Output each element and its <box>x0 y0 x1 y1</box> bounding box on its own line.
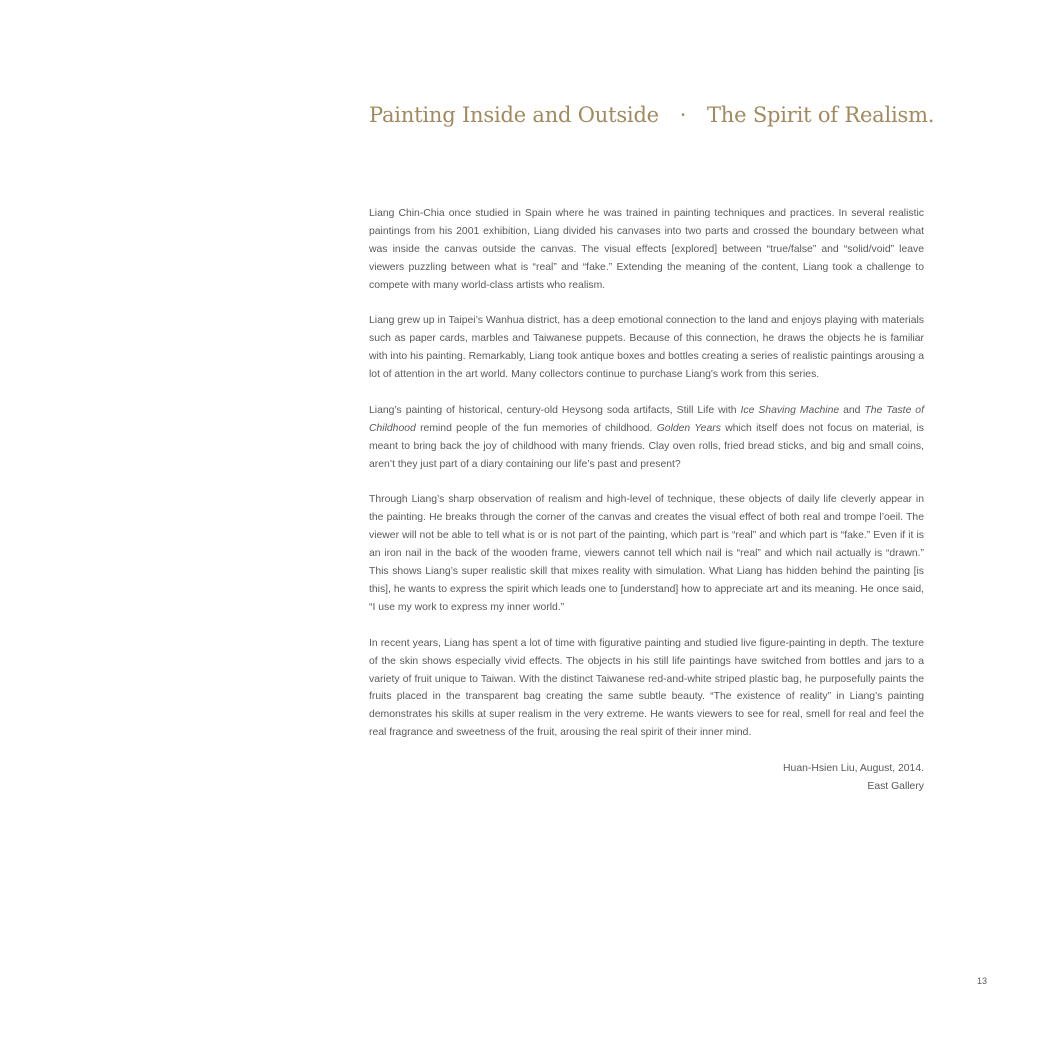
paragraph-3-text-2: and <box>839 404 865 416</box>
author-date: Huan-Hsien Liu, August, 2014. <box>783 763 924 775</box>
paragraph-3-text-3: remind people of the fun memories of childhood. <box>415 422 657 434</box>
paragraph-3 <box>369 402 924 474</box>
artwork-title-golden-years: Golden Years <box>656 422 721 434</box>
paragraph-1: Liang Chin-Chia once studied in Spain where he was trained in painting techniques and practices. In several realistic paintings from his 2001 exhibition, Liang divided his canvases into two parts and crossed the boundary between what was inside the canvas outside the canvas. The visual effects [explored] between “true/false” and “solid/void” leave viewers puzzling between what is “real” and “fake.” Extending the meaning of the content, Liang took a challenge to compete with many world-class artists who realism. <box>369 208 924 291</box>
article-body <box>369 205 924 796</box>
paragraph-3-text-4: which itself does not focus on material, is meant to bring back the joy of childhood with many friends. Clay oven rolls, fried bread sticks, and big and small coins, aren’t they just part of a diary containing our life’s past and present? <box>369 422 924 470</box>
paragraph-5: In recent years, Liang has spent a lot of time with figurative painting and studied live figure-painting in depth. The texture of the skin shows especially vivid effects. The objects in his still life paintings have switched from bottles and jars to a variety of fruit unique to Taiwan. With the distinct Taiwanese red-and-white striped plastic bag, he purposefully paints the fruits placed in the transparent bag creating the same subtle beauty. “The existence of reality” in Liang’s painting demonstrates his skills at super realism in the very extreme. He wants viewers to see for real, smell for real and feel the real fragrance and sweetness of the fruit, arousing the real spirit of their inner mind. <box>369 637 924 739</box>
paragraph-2: Liang grew up in Taipei’s Wanhua district, has a deep emotional connection to the land and enjoys playing with materials such as paper cards, marbles and Taiwanese puppets. Because of this connection, he draws the objects he is familiar with into his painting. Remarkably, Liang took antique boxes and bottles creating a series of realistic paintings arousing a lot of attention in the art world. Many collectors continue to purchase Liang's work from this series. <box>369 315 924 381</box>
page-number: 13 <box>976 976 987 986</box>
paragraph-4: Through Liang’s sharp observation of realism and high-level of technique, these objects of daily life cleverly appear in the painting. He breaks through the corner of the canvas and creates the visual effect of both real and trompe l’oeil. The viewer will not be able to tell what is or is not part of the painting, which part is “real” and which part is “fake.” Even if it is an iron nail in the back of the wooden frame, viewers cannot tell which nail is “real” and which nail actually is “drawn.” This shows Liang’s super realistic skill that mixes reality with simulation. What Liang has hidden behind the painting [is this], he wants to express the spirit which leads one to [understand] how to appreciate art and its meaning. He once said, “I use my work to express my inner world.” <box>369 494 924 613</box>
page-title: Painting Inside and Outside · The Spirit of Realism. <box>369 103 935 127</box>
paragraph-3-text-1: Liang’s painting of historical, century-old Heysong soda artifacts, Still Life with <box>369 404 741 416</box>
gallery-name: East Gallery <box>867 780 924 792</box>
artwork-title-ice-shaving-machine: Ice Shaving Machine <box>740 404 840 416</box>
artwork-title-taste-of-childhood: The Taste of Childhood <box>369 404 924 434</box>
